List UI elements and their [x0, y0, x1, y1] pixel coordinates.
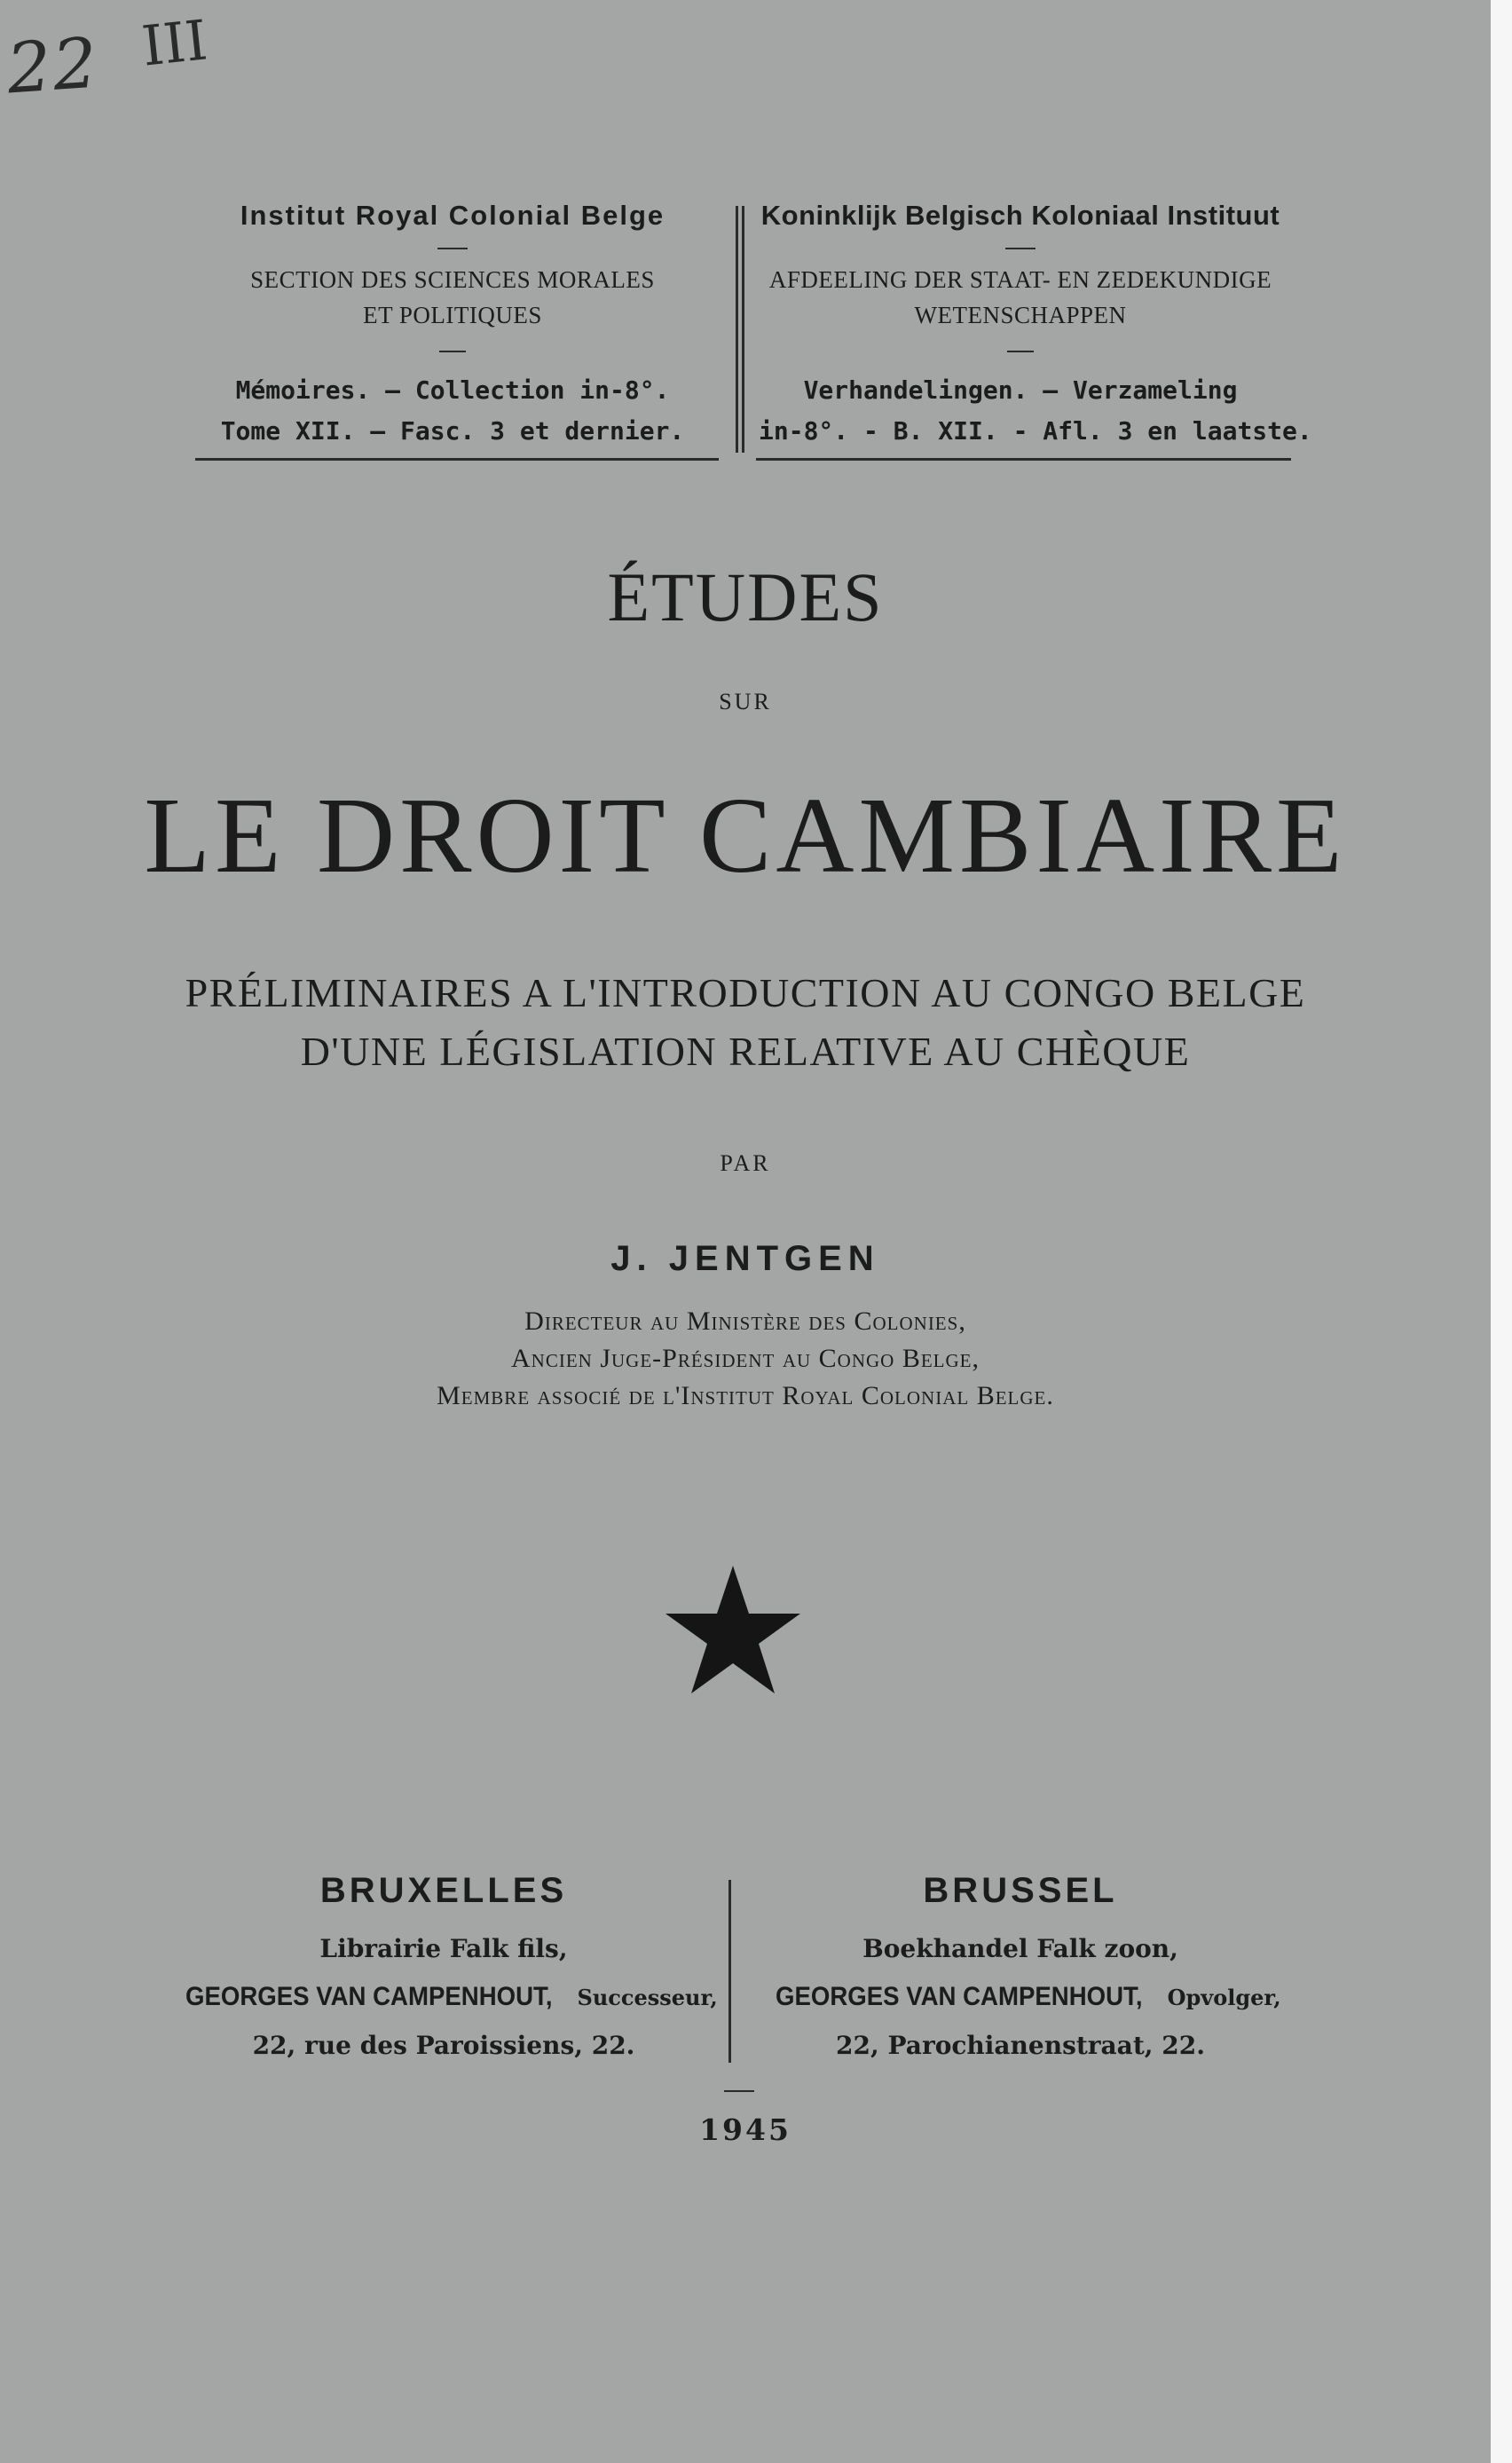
divider-dash — [1007, 351, 1034, 352]
main-title: LE DROIT CAMBIAIRE — [144, 776, 1347, 896]
address-fr: 22, rue des Paroissiens, 22. — [252, 2031, 635, 2060]
handwritten-number: 22 — [4, 23, 102, 110]
header-underline — [756, 458, 1291, 461]
publisher-city-fr: BRUXELLES — [319, 1871, 568, 1910]
subtitle-line-1: PRÉLIMINAIRES A L'INTRODUCTION AU CONGO BELGE — [185, 970, 1306, 1015]
section-name-nl — [759, 262, 1282, 333]
header-dutch — [759, 200, 1312, 452]
section-name-fr — [191, 262, 714, 333]
successor-role: Opvolger, — [1167, 1985, 1281, 2010]
title-pre: ÉTUDES — [607, 558, 884, 635]
collection-fr — [191, 370, 714, 452]
successor-nl — [741, 1973, 1300, 2022]
column-divider — [742, 206, 744, 453]
header-french — [191, 200, 714, 452]
author-credential-3: Membre associé de l'Institut Royal Colonial Belge. — [437, 1381, 1054, 1410]
institute-name-nl: Koninklijk Belgisch Koloniaal Instituut — [760, 200, 1280, 231]
divider-dash — [1005, 248, 1036, 249]
section-line-2: WETENSCHAPPEN — [914, 302, 1127, 328]
publisher-divider — [728, 1880, 731, 2063]
year-divider — [724, 2090, 754, 2092]
collection-line-2: in-8°. - B. XII. - Afl. 3 en laatste. — [759, 416, 1312, 446]
successor-role: Successeur, — [577, 1985, 718, 2010]
successor-name: GEORGES VAN CAMPENHOUT, — [776, 1982, 1143, 2011]
address-nl: 22, Parochianenstraat, 22. — [836, 2031, 1205, 2060]
byline-par: PAR — [720, 1150, 771, 1176]
bookshop-nl: Boekhandel Falk zoon, — [862, 1934, 1178, 1963]
publisher-city-nl: BRUSSEL — [923, 1871, 1118, 1910]
author-credential-1: Directeur au Ministère des Colonies, — [524, 1306, 966, 1336]
header-underline — [195, 458, 719, 461]
divider-dash — [437, 248, 468, 249]
handwritten-roman-numeral: III — [138, 7, 211, 79]
collection-line-1: Mémoires. — Collection in-8°. — [235, 375, 670, 405]
star-icon — [662, 1564, 804, 1697]
author-credential-2: Ancien Juge-Président au Congo Belge, — [511, 1344, 980, 1373]
collection-line-1: Verhandelingen. — Verzameling — [803, 375, 1238, 405]
title-connector: SUR — [719, 689, 772, 714]
publisher-dutch — [741, 1871, 1300, 2070]
scan-margin — [1491, 0, 1512, 2463]
section-line-2: ET POLITIQUES — [363, 302, 542, 328]
publication-year: 1945 — [699, 2112, 791, 2147]
divider-dash — [439, 351, 466, 352]
collection-nl — [759, 370, 1312, 452]
section-line-1: SECTION DES SCIENCES MORALES — [250, 266, 655, 293]
author-name: J. JENTGEN — [610, 1239, 880, 1278]
column-divider — [736, 206, 738, 453]
successor-name: GEORGES VAN CAMPENHOUT, — [185, 1982, 553, 2011]
bookshop-fr: Librairie Falk fils, — [319, 1934, 568, 1963]
institute-name-fr: Institut Royal Colonial Belge — [240, 200, 665, 231]
subtitle-line-2: D'UNE LÉGISLATION RELATIVE AU CHÈQUE — [300, 1029, 1191, 1074]
collection-line-2: Tome XII. — Fasc. 3 et dernier. — [220, 416, 685, 446]
successor-fr — [164, 1973, 723, 2022]
section-line-1: AFDEELING DER STAAT- EN ZEDEKUNDIGE — [768, 266, 1272, 293]
publisher-french — [164, 1871, 723, 2070]
